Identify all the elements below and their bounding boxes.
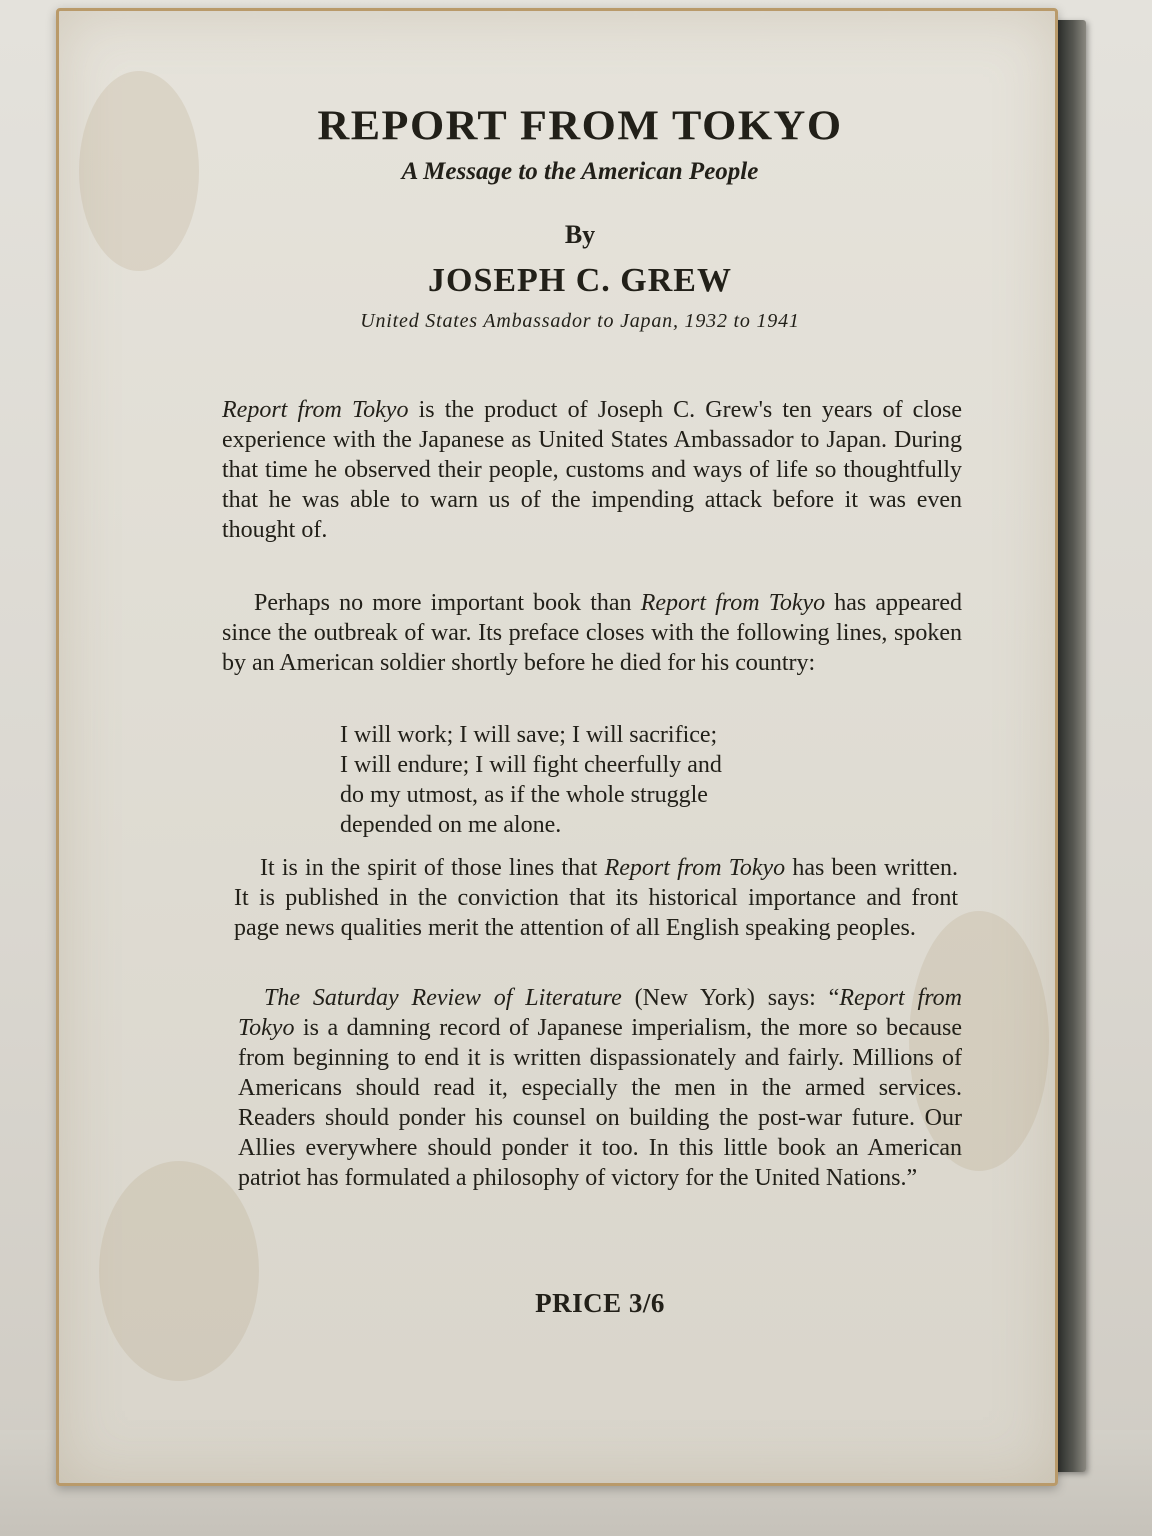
paragraph-2 xyxy=(222,588,962,678)
author-name: JOSEPH C. GREW xyxy=(428,262,732,299)
paragraph-text: is a damning record of Japanese imperialism, the more so because from beginning to end it is written dispassionately and fairly. Millions of Americans should read it, especially the men in the armed services. Readers should ponder his counsel on building the post-war future. Our Allies everywhere should ponder it too. In this little book an American patriot has formulated a philosophy of victory for the United Nations.” xyxy=(238,1015,962,1191)
paragraph-text: has been written. It is published in the conviction that its historical importance and front page news qualities merit the attention of all English speaking peoples. xyxy=(234,855,959,941)
title-reference: Report from Tokyo xyxy=(238,985,962,1041)
by-label: By xyxy=(564,220,596,249)
title-reference: Report from Tokyo xyxy=(222,397,409,423)
poem-line: depended on me alone. xyxy=(340,812,562,838)
paragraph-lead: (New York) says: “ xyxy=(621,985,840,1011)
paragraph-lead: It is in the spirit of those lines that xyxy=(260,855,605,881)
poem-line: do my utmost, as if the whole struggle xyxy=(340,782,708,808)
price-label: PRICE 3/6 xyxy=(535,1288,665,1318)
book-subtitle: A Message to the American People xyxy=(401,158,759,185)
stain xyxy=(79,71,199,271)
paragraph-lead: Perhaps no more important book than xyxy=(254,590,641,616)
poem-line: I will endure; I will fight cheerfully and xyxy=(340,752,722,778)
paragraph-text: has appeared since the outbreak of war. Its preface closes with the following lines, spoken by an American soldier shortly before he died for his country: xyxy=(222,590,962,676)
quoted-poem xyxy=(340,720,850,840)
review-source: The Saturday Review of Literature xyxy=(264,985,622,1011)
paragraph-3 xyxy=(234,853,958,943)
title-reference: Report from Tokyo xyxy=(604,855,786,881)
title-reference: Report from Tokyo xyxy=(640,590,826,616)
review-quote-paragraph xyxy=(238,983,962,1193)
book-title: REPORT FROM TOKYO xyxy=(317,102,843,149)
stain xyxy=(99,1161,259,1381)
poem-line: I will work; I will save; I will sacrifice; xyxy=(340,722,718,748)
paragraph-text: is the product of Joseph C. Grew's ten years of close experience with the Japanese as United States Ambassador to Japan. During that time he observed their people, customs and ways of life so thoughtfully that he was able to warn us of the impending attack before it was even thought of. xyxy=(222,397,962,543)
paragraph-1 xyxy=(222,395,962,545)
author-role: United States Ambassador to Japan, 1932 to 1941 xyxy=(360,310,800,332)
